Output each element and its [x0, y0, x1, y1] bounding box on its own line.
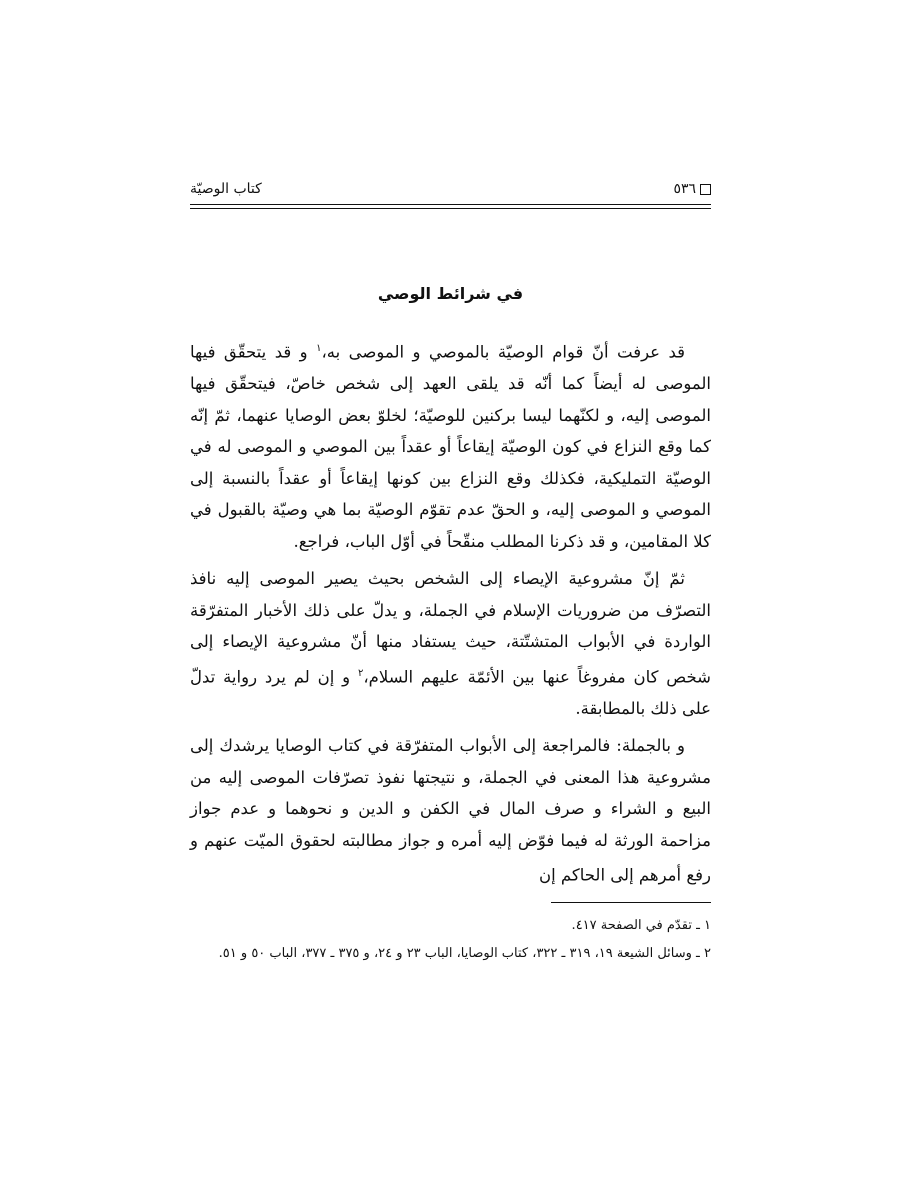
running-header [190, 177, 711, 201]
page-number-group [673, 181, 711, 197]
book-title: كتاب الوصيّة [190, 181, 262, 197]
square-marker-icon [700, 184, 711, 195]
header-rule-thin [190, 208, 711, 209]
section-title: في شرائط الوصي [377, 284, 524, 303]
book-page [190, 0, 711, 1200]
footnote-ref-1: ١ [316, 343, 322, 354]
footnotes [190, 912, 711, 968]
footnote-1: ١ ـ تقدّم في الصفحة ٤١٧. [571, 918, 711, 933]
paragraph-text: قد عرفت أنّ قوام الوصيّة بالموصي و الموصى به، [321, 342, 686, 362]
paragraph-text: و قد يتحقّق فيها الموصى له أيضاً كما أنّه قد يلقى العهد إلى شخص خاصّ، فيتحقّق فيها الموصى إليه، و لكنّهما ليسا بركنين للوصيّة؛ لخلوّ بعض الوصايا عنهما، ثمّ إنّه كما وقع النزاع في كون الوصيّة إيقاعاً أو عقداً بين الموصي و الموصى له في الوصيّة التمليكية، فكذلك وقع النزاع بين كونها إيقاعاً أو عقداً بالنسبة إلى الموصي و الموصى إليه، و الحقّ عدم تقوّم الوصيّة بما هي وصيّة بالقبول في كلا المقامين، و قد ذكرنا المطلب منقّحاً في أوّل الباب، فراجع. [190, 342, 711, 551]
paragraph-1 [190, 333, 711, 557]
page-number: ٥٣٦ [673, 181, 696, 197]
footnote-separator [551, 902, 711, 903]
footnote-2: ٢ ـ وسائل الشيعة ١٩، ٣١٩ ـ ٣٢٢، كتاب الوصايا، الباب ٢٣ و ٢٤، و ٣٧٥ ـ ٣٧٧، الباب ٥٠ و ٥١. [218, 946, 711, 961]
paragraph-2 [190, 563, 711, 724]
header-rule-thick [190, 204, 711, 205]
paragraph-3 [190, 730, 711, 891]
footnote-ref-2: ٢ [357, 667, 364, 679]
paragraph-text: ثمّ إنّ مشروعية الإيصاء إلى الشخص بحيث يصير الموصى إليه نافذ التصرّف من ضروريات الإسلام في الجملة، و يدلّ على ذلك الأخبار المتفرّقة الواردة في الأبواب المتشتّتة، حيث يستفاد منها أنّ مشروعية الإيصاء إلى شخص كان مفروغاً عنها بين الأئمّة عليهم السلام، [190, 569, 711, 686]
body-text [190, 333, 711, 891]
paragraph-text: و إن لم يرد رواية تدلّ على ذلك بالمطابقة. [190, 667, 711, 718]
paragraph-text: و بالجملة: فالمراجعة إلى الأبواب المتفرّقة في كتاب الوصايا يرشدك إلى مشروعية هذا المعنى في الجملة، و نتيجتها نفوذ تصرّفات الموصى إليه من البيع و الشراء و صرف المال في الكفن و الدين و نحوهما و عدم جواز مزاحمة الورثة له فيما فوّض إليه أمره و جواز مطالبته لحقوق الميّت عنهم و رفع أمرهم إلى الحاكم إن [190, 736, 711, 885]
